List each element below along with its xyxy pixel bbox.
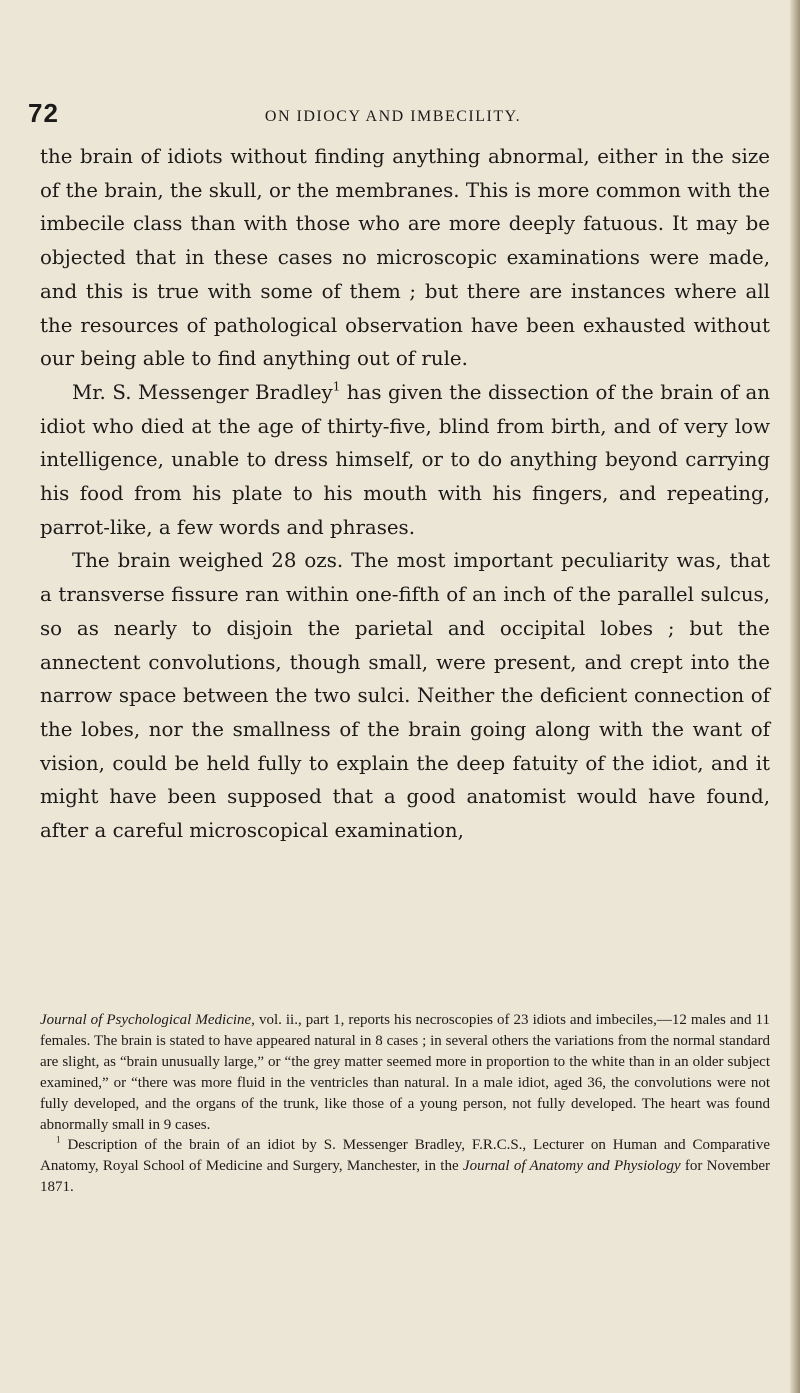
paragraph: the brain of idiots without finding anything abnormal, either in the size of the brain, the skull, or the membranes. This is more common with the imbecile class than with those who are more deeply fatuous. It may be objected that in these cases no microscopic examinations were made, and this is true with some of them ; but there are instances where all the resources of pathological observation have been exhausted without our being able to find anything out of rule. [40,145,770,371]
footnote-text: vol. ii., part 1, reports his necroscopies of 23 idiots and imbeciles,—12 males and 11 females. The brain is stated to have appeared natural in 8 cases ; in several others the variations from the normal standard are slight, as “brain unusually large,” or “the grey matter seemed more in proportion to the white than in an older subject examined,” or “there was more fluid in the ventricles than natural. In a male idiot, aged 36, the convolutions were not fully developed, and the organs of the trunk, like those of a young person, not fully developed. The heart was found abnormally small in 9 cases. [40,1012,770,1133]
running-title: ON IDIOCY AND IMBECILITY. [264,108,522,125]
footnote-1 [40,1135,770,1198]
journal-title: Journal of Psychological Medicine, [40,1012,255,1028]
journal-title: Journal of Anatomy and Physiology [462,1158,681,1175]
page-number: 72 [28,98,59,128]
page-edge-shadow [790,0,800,1393]
page-header [28,98,758,134]
footnote-marker: 1 [56,1135,61,1146]
footnote-text: for November 1871. [40,1158,770,1196]
paragraph: The brain weighed 28 ozs. The most important peculiarity was, that a transverse fissure ran within one-fifth of an inch of the parallel sulcus, so as nearly to disjoin the parietal and occipital lobes ; but the annectent convolutions, though small, were present, and crept into the narrow space between the two sulci. Neither the deficient connection of the lobes, nor the smallness of the brain going along with the want of vision, could be held fully to explain the deep fatuity of the idiot, and it might have been supposed that a good anatomist would have found, after a careful microscopical examination, [40,549,770,843]
text-span: Mr. S. Messenger Bradley [72,380,333,404]
footnotes [40,1010,770,1198]
paragraph [40,376,770,545]
footnote-continued [40,1010,770,1135]
footnote-text: Description of the brain of an idiot by S. Messenger Bradley, F.R.C.S., Lecturer on Human and Comparative Anatomy, Royal School of Medicine and Surgery, Manchester, in the [40,1137,770,1175]
footnote-reference: 1 [332,379,341,394]
text-span: has given the dissection of the brain of an idiot who died at the age of thirty-five, blind from birth, and of very low intelligence, unable to dress himself, or to do anything beyond carrying his food from his plate to his mouth with his fingers, and repeating, parrot-like, a few words and phrases. [40,380,771,539]
main-text [40,140,770,848]
